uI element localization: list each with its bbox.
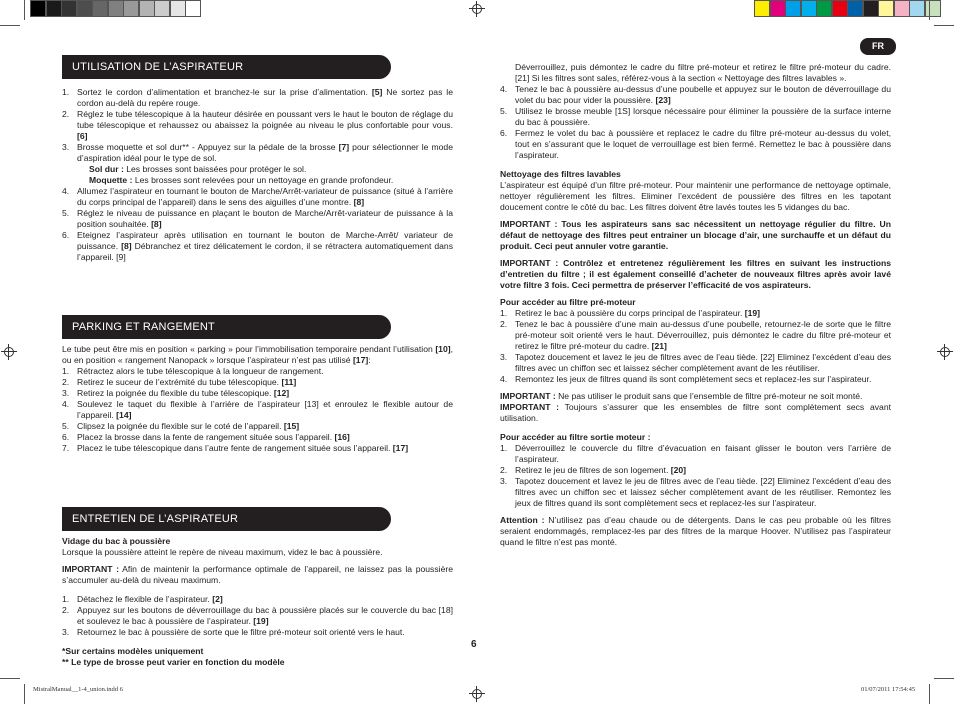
figure-ref: [5]: [371, 87, 383, 97]
figure-ref: [12]: [273, 388, 290, 398]
floor-note-text: Les brosses sont relevées pour un nettoyage en grande profondeur.: [132, 175, 394, 185]
floor-note-hard: [62, 164, 453, 175]
floor-note-text: Les brosses sont baissées pour protéger le sol.: [123, 164, 307, 174]
list-text: Retournez le bac à poussière de sorte que le filtre pré-moteur soit orienté vers le haut.: [77, 627, 405, 637]
list-item: [62, 399, 453, 421]
list-item: [62, 377, 453, 388]
list-number: 3.: [62, 388, 70, 398]
list-number: 5.: [500, 106, 508, 116]
list-text: Tenez le bac à poussière d’une main au-dessus d’une poubelle, retournez-le de sorte que le filtre pré-moteur soit orienté vers le haut. Déverrouillez, puis démontez le cadre du filtre pré-moteur et retirez le filtre pré-moteur du cadre.: [515, 319, 891, 351]
list-item: [500, 106, 891, 128]
registration-mark-icon: [469, 1, 485, 17]
figure-ref: [17]: [392, 443, 409, 453]
list-text: Retirez le suceur de l’extrémité du tube télescopique.: [77, 377, 282, 387]
premotor-steps: [500, 308, 891, 385]
date-slug: 01/07/2011 17:54:45: [861, 686, 916, 693]
list-item: [62, 230, 453, 263]
footnote-models: *Sur certains modèles uniquement: [62, 646, 204, 656]
important-text: Toujours s’assurer que les ensembles de filtre sont complètement secs avant utilisation.: [500, 402, 891, 423]
color-swatch: [785, 0, 801, 17]
list-item: [500, 352, 891, 374]
figure-ref: [6]: [77, 131, 88, 141]
color-swatch: [832, 0, 848, 17]
dust-steps: [62, 594, 453, 638]
color-swatch: [863, 0, 879, 17]
attention-text: N’utilisez pas d’eau chaude ou de détergents. Dans le cas peu probable où les filtres seraient endommagés, remplacez-les par des filtres de la marque Hoover. N’utilisez pas l’aspirateur quand le filtre n’est pas monté.: [500, 515, 891, 547]
figure-ref: [21]: [651, 341, 667, 351]
attention-note: [500, 515, 891, 548]
continued-step: Déverrouillez, puis démontez le cadre du filtre pré-moteur et retirez le filtre pré-moteur du cadre. [21] Si les filtres sont sales, référez-vous à la section « Nettoyage des filtres lavables ».: [515, 62, 891, 83]
list-number: 2.: [62, 605, 70, 615]
crop-mark: [929, 684, 930, 704]
list-number: 7.: [62, 443, 70, 453]
important-dry: [500, 402, 891, 424]
dust-intro: Lorsque la poussière atteint le repère de niveau maximum, videz le bac à poussière.: [62, 547, 383, 557]
list-text: Retirez le bac à poussière du corps principal de l’aspirateur.: [515, 308, 745, 318]
crop-mark: [929, 0, 930, 20]
list-number: 1.: [62, 594, 70, 604]
list-item: [62, 388, 453, 399]
figure-ref: [10]: [435, 344, 451, 354]
list-number: 3.: [500, 476, 508, 486]
list-item: [500, 374, 891, 385]
list-number: 1.: [500, 308, 508, 318]
section-heading-usage: UTILISATION DE L’ASPIRATEUR: [62, 55, 391, 79]
parking-intro: [62, 344, 453, 366]
list-item: [62, 366, 453, 377]
crop-mark: [24, 0, 25, 20]
important-label: IMPORTANT :: [500, 391, 556, 401]
list-text: Tenez le bac à poussière au-dessus d’une poubelle et appuyez sur le bouton de déverrouillage du volet du bac pour vider la poussière.: [515, 84, 891, 105]
crop-mark: [0, 678, 20, 679]
list-text: Ne sortez pas le cordon au-delà du repère rouge.: [77, 87, 453, 108]
subheading-dust-bin: Vidage du bac à poussière: [62, 536, 171, 546]
list-text: Détachez le flexible de l’aspirateur.: [77, 594, 213, 604]
list-number: 4.: [500, 374, 508, 384]
list-item: [500, 476, 891, 509]
registration-mark-icon: [937, 344, 953, 360]
list-number: 3.: [62, 627, 70, 637]
grey-swatch: [108, 0, 124, 17]
grey-swatch: [170, 0, 186, 17]
footnote-brush: ** Le type de brosse peut varier en fonction du modèle: [62, 657, 285, 667]
list-number: 4.: [500, 84, 508, 94]
list-text: Placez la brosse dans la fente de rangement située sous l’appareil.: [77, 432, 335, 442]
figure-ref: [7]: [338, 142, 350, 152]
grey-swatch: [185, 0, 201, 17]
list-text: Retirez la poignée du flexible du tube télescopique.: [77, 388, 274, 398]
intro-text: , ou en position « rangement Nanopack » lorsque l’aspirateur n’est pas utilisé: [62, 344, 453, 365]
color-swatch: [909, 0, 925, 17]
list-text: Débranchez et tirez délicatement le cordon, il se rétractera automatiquement dans l’appareil. [9]: [77, 241, 453, 262]
subheading-washable-filters: Nettoyage des filtres lavables: [500, 169, 621, 179]
section-heading-parking: PARKING ET RANGEMENT: [62, 315, 391, 339]
list-text: Clipsez la poignée du flexible sur le coté de l’appareil.: [77, 421, 284, 431]
important-text: Afin de maintenir la performance optimale de l’appareil, ne laissez pas la poussière s’accumuler au-delà du niveau maximum.: [62, 564, 453, 585]
list-text: Réglez le tube télescopique à la hauteur désirée en poussant vers le haut le bouton de réglage du tube télescopique et rehaussez ou abaissez la poignée au niveau le plus confortable pour vous.: [77, 109, 453, 130]
grey-swatch: [92, 0, 108, 17]
figure-ref: [2]: [212, 594, 223, 604]
list-text: Remontez les jeux de filtres quand ils sont complètement secs et replacez-les sur l’aspirateur.: [515, 374, 872, 384]
floor-note-label: Moquette :: [89, 175, 133, 185]
list-item: [500, 465, 891, 476]
list-number: 4.: [62, 186, 70, 196]
color-swatch: [925, 0, 941, 17]
parking-steps: [62, 366, 453, 454]
list-item: [62, 594, 453, 605]
figure-ref: [23]: [655, 95, 671, 105]
important-text: Ne pas utiliser le produit sans que l’ensemble de filtre pré-moteur ne soit monté.: [555, 391, 863, 401]
grey-swatch: [30, 0, 46, 17]
important-replace-filters: IMPORTANT : Contrôlez et entretenez régulièrement les filtres en suivant les instructions d’entretien du filtre ; il est également conseillé d’acheter de nouveaux filtres après avoir lavé votre filtre 3 fois. Ceci permettra de préserver l’efficacité de vos aspirateurs.: [500, 258, 891, 290]
washable-text: L’aspirateur est équipé d’un filtre pré-moteur. Pour maintenir une performance de nettoyage optimale, nettoyer régulièrement les filtres. Eliminer l’excédent de poussière des filtres en les tapotant doucement contre le côté du bac. Les filtres doivent être lavés toutes les 5 vidanges du bac.: [500, 180, 891, 212]
list-text: Sortez le cordon d’alimentation et branchez-le sur la prise d’alimentation.: [77, 87, 372, 97]
registration-mark-icon: [1, 344, 17, 360]
list-item: [500, 84, 891, 106]
list-number: 2.: [500, 465, 508, 475]
floor-note-label: Sol dur :: [89, 164, 124, 174]
color-swatch: [801, 0, 817, 17]
intro-text: Le tube peut être mis en position « parking » pour l’immobilisation temporaire pendant l’utilisation: [62, 344, 436, 354]
figure-ref: [17]: [352, 355, 369, 365]
list-item: [62, 443, 453, 454]
color-swatch: [847, 0, 863, 17]
color-swatch: [754, 0, 770, 17]
grey-swatch: [61, 0, 77, 17]
list-item: [62, 87, 453, 109]
important-label: IMPORTANT :: [62, 564, 119, 574]
color-swatch: [878, 0, 894, 17]
list-item: [62, 421, 453, 432]
list-number: 2.: [62, 377, 70, 387]
list-text: Allumez l’aspirateur en tournant le bouton de Marche/Arrêt-variateur de puissance (situé à l’arrière du corps principal de l’appareil) dans le sens des aiguilles d’une montre.: [77, 186, 453, 207]
grey-swatch: [139, 0, 155, 17]
list-number: 2.: [500, 319, 508, 329]
figure-ref: [16]: [334, 432, 350, 442]
list-item: [500, 443, 891, 465]
list-text: Placez le tube télescopique dans l’autre fente de rangement située sous l’appareil.: [77, 443, 393, 453]
right-column: [500, 62, 891, 548]
important-label: IMPORTANT :: [500, 402, 560, 412]
important-mounted: [500, 391, 891, 402]
important-warranty: IMPORTANT : Tous les aspirateurs sans sac nécessitent un nettoyage régulier du filtre. Un défaut de nettoyage des filtres peut entrainer un blocage d’air, une surchauffe et un défaut du produit. Ceci peut annuler votre garantie.: [500, 219, 891, 251]
color-swatch: [894, 0, 910, 17]
list-text: Eteignez l’aspirateur après utilisation en tournant le bouton de Marche-Arrêt/ variateur de puissance.: [77, 230, 453, 251]
list-number: 6.: [62, 230, 70, 240]
registration-mark-icon: [469, 686, 485, 702]
list-text: Rétractez alors le tube télescopique à la longueur de rangement.: [77, 366, 324, 376]
grey-swatch: [77, 0, 93, 17]
list-item: [500, 319, 891, 352]
section-heading-maintenance: ENTRETIEN DE L’ASPIRATEUR: [62, 507, 391, 531]
color-swatch: [770, 0, 786, 17]
list-item: [62, 627, 453, 638]
list-text: Soulevez le taquet du flexible à l’arrière de l’aspirateur [13] et enroulez le flexible autour de l’appareil.: [77, 399, 453, 420]
list-text: Tapotez doucement et lavez le jeu de filtres avec de l’eau tiède. [22] Eliminez l’excédent d’eau des filtres avec un chiffon sec et laissez sécher complètement avant de les réutiliser.: [515, 352, 891, 373]
list-text: Brosse moquette et sol dur** - Appuyez sur la pédale de la brosse: [77, 142, 339, 152]
language-badge: FR: [860, 38, 896, 55]
list-number: 1.: [62, 87, 70, 97]
figure-ref: [11]: [281, 377, 297, 387]
attention-label: Attention :: [500, 515, 545, 525]
list-item: [62, 142, 453, 164]
list-text: Appuyez sur les boutons de déverrouillage du bac à poussière placés sur le couvercle du bac [18] et soulevez le bac à poussière de l’aspirateur.: [77, 605, 453, 626]
intro-text: :: [368, 355, 371, 365]
list-item: [62, 109, 453, 142]
crop-mark: [934, 678, 954, 679]
figure-ref: [15]: [283, 421, 300, 431]
crop-mark: [0, 25, 20, 26]
exhaust-steps: [500, 443, 891, 509]
list-text: Utilisez le brosse meuble [1S] lorsque nécessaire pour éliminer la poussière de la surface interne du bac à poussière.: [515, 106, 891, 127]
figure-ref: [14]: [116, 410, 132, 420]
grey-swatch: [46, 0, 62, 17]
list-text: Fermez le volet du bac à poussière et replacez le cadre du filtre pré-moteur au-dessus du volet, tout en s’assurant que le loquet de verrouillage est bien fermé. Remettez le bac à poussière dans l’aspirateur.: [515, 128, 891, 160]
list-text: Retirez le jeu de filtres de son logement.: [515, 465, 671, 475]
figure-ref: [8]: [353, 197, 365, 207]
list-text: Tapotez doucement et lavez le jeu de filtres avec de l’eau tiède. [22] Eliminez l’excédent d’eau des filtres avec un chiffon sec et laissez sécher complètement avant de les réutiliser. Remontez les jeux de filtres quand ils sont complètement secs et replacez-les sur l’aspirateur.: [515, 476, 891, 508]
figure-ref: [8]: [151, 219, 162, 229]
crop-mark: [934, 25, 954, 26]
grey-swatch: [123, 0, 139, 17]
list-number: 6.: [62, 432, 70, 442]
file-slug: MistralManual__1-4_union.indd 6: [33, 686, 123, 693]
dust-steps-continued: [500, 84, 891, 161]
parking-content: [62, 344, 453, 454]
list-number: 5.: [62, 208, 70, 218]
list-number: 1.: [500, 443, 508, 453]
floor-note-carpet: [62, 175, 453, 186]
list-item: [62, 208, 453, 230]
dust-important: [62, 564, 453, 586]
subheading-premotor-filter: Pour accéder au filtre pré-moteur: [500, 297, 636, 307]
list-item: [62, 432, 453, 443]
page-number: 6: [471, 639, 477, 650]
list-text: Déverrouillez le couvercle du filtre d’évacuation en faisant glisser le bouton vers l’arrière de l’aspirateur.: [515, 443, 891, 464]
list-item: [62, 186, 453, 208]
maintenance-content: [62, 536, 453, 668]
subheading-exhaust-filter: Pour accéder au filtre sortie moteur :: [500, 432, 651, 442]
list-number: 2.: [62, 109, 70, 119]
list-number: 4.: [62, 399, 70, 409]
crop-mark: [24, 684, 25, 704]
list-item: [62, 605, 453, 627]
usage-steps: [62, 87, 453, 263]
list-text: Réglez le niveau de puissance en plaçant le bouton de Marche/Arrêt-variateur de puissance à la position souhaitée.: [77, 208, 453, 229]
list-number: 1.: [62, 366, 70, 376]
grey-swatch: [154, 0, 170, 17]
figure-ref: [19]: [744, 308, 761, 318]
figure-ref: [19]: [253, 616, 269, 626]
list-number: 3.: [62, 142, 70, 152]
color-swatch: [816, 0, 832, 17]
list-number: 5.: [62, 421, 70, 431]
list-number: 3.: [500, 352, 508, 362]
figure-ref: [20]: [670, 465, 687, 475]
list-number: 6.: [500, 128, 508, 138]
list-item: [500, 308, 891, 319]
list-text: pour sélectionner le mode d’aspiration idéal pour le type de sol.: [77, 142, 453, 163]
list-item: [500, 128, 891, 161]
figure-ref: [8]: [121, 241, 132, 251]
